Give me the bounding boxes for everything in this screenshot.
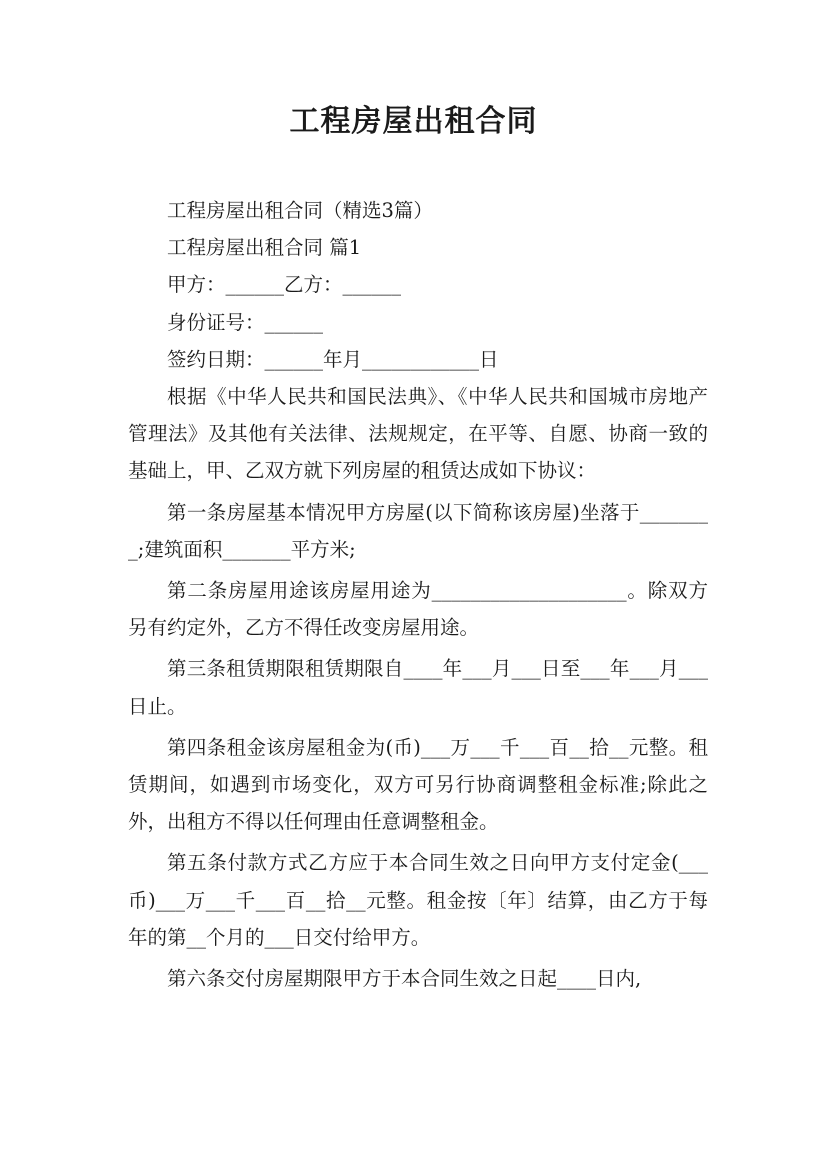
paragraph-article-1: 第一条房屋基本情况甲方房屋(以下简称该房屋)坐落于________;建筑面积_______平方米; (128, 500, 708, 561)
paragraph-article-4: 第四条租金该房屋租金为(币)___万___千___百__拾__元整。租赁期间，如遇到市场变化，双方可另行协商调整租金标准;除此之外，出租方不得以任何理由任意调整租金。 (128, 735, 708, 834)
paragraph-article-5: 第五条付款方式乙方应于本合同生效之日向甲方支付定金(___币)___万___千___百__拾__元整。租金按〔年〕结算，由乙方于每年的第__个月的___日交付给甲方。 (128, 851, 708, 949)
paragraph-preamble: 根据《中华人民共和国民法典》、《中华人民共和国城市房地产管理法》及其他有关法律、法规规定，在平等、自愿、协商一致的基础上，甲、乙双方就下列房屋的租赁达成如下协议： (128, 385, 708, 483)
paragraph-article-3: 第三条租赁期限租赁期限自____年___月___日至___年___月___日止。 (128, 657, 708, 718)
paragraph-section-heading: 工程房屋出租合同 篇1 (167, 236, 362, 260)
document-title: 工程房屋出租合同 (289, 104, 538, 139)
document-body (128, 192, 708, 997)
paragraph-id-number: 身份证号：______ (167, 310, 324, 334)
paragraph-article-2: 第二条房屋用途该房屋用途为____________________。除双方另有约定外，乙方不得任改变房屋用途。 (128, 579, 708, 640)
paragraph-article-6: 第六条交付房屋期限甲方于本合同生效之日起____日内, (167, 967, 642, 991)
paragraph-parties: 甲方：______乙方：______ (167, 273, 402, 297)
paragraph-sign-date: 签约日期：______年月____________日 (167, 347, 499, 371)
paragraph-subtitle: 工程房屋出租合同（精选3篇） (167, 199, 433, 222)
